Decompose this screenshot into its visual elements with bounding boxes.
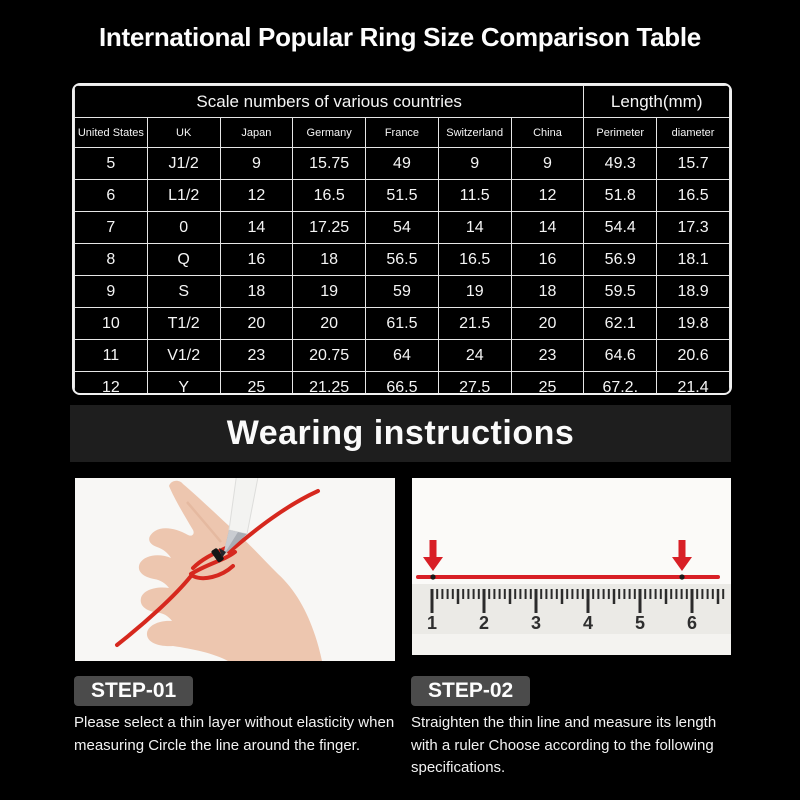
- ring-size-table: [72, 83, 732, 395]
- table-cell: T1/2: [147, 308, 220, 340]
- column-header: Switzerland: [438, 118, 511, 148]
- table-cell: 15.75: [293, 148, 366, 180]
- table-row: [75, 308, 730, 340]
- table-cell: 49: [366, 148, 439, 180]
- table-cell: 20: [293, 308, 366, 340]
- table-cell: 64: [366, 340, 439, 372]
- table-cell: 21.4: [657, 372, 730, 396]
- table-cell: 56.9: [584, 244, 657, 276]
- table-cell: 67.2.: [584, 372, 657, 396]
- ruler-illustration: [412, 478, 731, 655]
- svg-text:4: 4: [582, 613, 594, 633]
- svg-text:5: 5: [634, 613, 646, 633]
- table-cell: 17.3: [657, 212, 730, 244]
- table-cell: 18: [293, 244, 366, 276]
- table-cell: 12: [75, 372, 148, 396]
- column-header-row: [75, 118, 730, 148]
- comparison-table: [74, 85, 730, 395]
- table-cell: 0: [147, 212, 220, 244]
- table-cell: 51.8: [584, 180, 657, 212]
- table-cell: 21.5: [438, 308, 511, 340]
- svg-text:3: 3: [530, 613, 542, 633]
- column-header: UK: [147, 118, 220, 148]
- table-cell: 12: [220, 180, 293, 212]
- table-cell: 59: [366, 276, 439, 308]
- table-cell: L1/2: [147, 180, 220, 212]
- table-cell: 7: [75, 212, 148, 244]
- table-row: [75, 276, 730, 308]
- step-02-badge: STEP-02: [411, 676, 530, 706]
- table-row: [75, 244, 730, 276]
- step-01-text: Please select a thin layer without elasticity when measuring Circle the line around the finger.: [74, 714, 395, 754]
- table-cell: 16: [511, 244, 584, 276]
- hand-measure-illustration: [75, 478, 395, 661]
- table-cell: 49.3: [584, 148, 657, 180]
- svg-text:6: 6: [686, 613, 698, 633]
- ruler-strip-shadow: [412, 634, 731, 655]
- table-cell: 10: [75, 308, 148, 340]
- table-cell: Q: [147, 244, 220, 276]
- table-cell: 9: [220, 148, 293, 180]
- step-02-text: Straighten the thin line and measure its length with a ruler Choose according to the following specifications.: [411, 714, 717, 776]
- table-cell: 51.5: [366, 180, 439, 212]
- right-end-dot: [679, 574, 684, 579]
- table-cell: 16.5: [657, 180, 730, 212]
- table-cell: 15.7: [657, 148, 730, 180]
- ring-size-table-body: [75, 148, 730, 396]
- table-cell: 64.6: [584, 340, 657, 372]
- table-cell: 16.5: [438, 244, 511, 276]
- table-cell: 66.5: [366, 372, 439, 396]
- group-header-length: Length(mm): [584, 86, 730, 118]
- column-header: Perimeter: [584, 118, 657, 148]
- column-header: China: [511, 118, 584, 148]
- table-cell: J1/2: [147, 148, 220, 180]
- table-cell: 9: [511, 148, 584, 180]
- table-row: [75, 372, 730, 396]
- table-cell: 12: [511, 180, 584, 212]
- column-header: Japan: [220, 118, 293, 148]
- table-cell: 18: [511, 276, 584, 308]
- table-cell: 27.5: [438, 372, 511, 396]
- group-header-countries: Scale numbers of various countries: [75, 86, 584, 118]
- table-cell: 25: [511, 372, 584, 396]
- group-header-row: [75, 86, 730, 118]
- table-cell: 18: [220, 276, 293, 308]
- table-cell: 14: [220, 212, 293, 244]
- table-cell: 20.6: [657, 340, 730, 372]
- table-cell: 54: [366, 212, 439, 244]
- table-cell: 9: [75, 276, 148, 308]
- table-cell: V1/2: [147, 340, 220, 372]
- table-row: [75, 148, 730, 180]
- table-row: [75, 340, 730, 372]
- column-header: Germany: [293, 118, 366, 148]
- svg-text:2: 2: [478, 613, 490, 633]
- table-cell: 20: [511, 308, 584, 340]
- table-cell: 6: [75, 180, 148, 212]
- table-cell: 21.25: [293, 372, 366, 396]
- left-end-dot: [430, 574, 435, 579]
- table-cell: 16.5: [293, 180, 366, 212]
- table-cell: 17.25: [293, 212, 366, 244]
- table-cell: 59.5: [584, 276, 657, 308]
- table-cell: 61.5: [366, 308, 439, 340]
- step-01-badge: STEP-01: [74, 676, 193, 706]
- table-cell: 19.8: [657, 308, 730, 340]
- table-cell: 19: [438, 276, 511, 308]
- section-banner: Wearing instructions: [70, 405, 731, 462]
- table-cell: 54.4: [584, 212, 657, 244]
- table-cell: 23: [220, 340, 293, 372]
- table-cell: Y: [147, 372, 220, 396]
- column-header: diameter: [657, 118, 730, 148]
- table-cell: 19: [293, 276, 366, 308]
- table-row: [75, 212, 730, 244]
- table-cell: 24: [438, 340, 511, 372]
- table-cell: S: [147, 276, 220, 308]
- table-cell: 11.5: [438, 180, 511, 212]
- table-cell: 20: [220, 308, 293, 340]
- table-cell: 56.5: [366, 244, 439, 276]
- hand-illustration-svg: [75, 478, 395, 661]
- table-row: [75, 180, 730, 212]
- table-cell: 18.9: [657, 276, 730, 308]
- column-header: United States: [75, 118, 148, 148]
- table-cell: 20.75: [293, 340, 366, 372]
- table-cell: 8: [75, 244, 148, 276]
- table-cell: 25: [220, 372, 293, 396]
- page-title: International Popular Ring Size Comparison Table: [99, 22, 701, 52]
- ruler-illustration-svg: [412, 478, 731, 655]
- table-cell: 18.1: [657, 244, 730, 276]
- table-cell: 11: [75, 340, 148, 372]
- table-cell: 23: [511, 340, 584, 372]
- table-cell: 5: [75, 148, 148, 180]
- table-cell: 14: [438, 212, 511, 244]
- table-cell: 9: [438, 148, 511, 180]
- svg-text:1: 1: [426, 613, 438, 633]
- column-header: France: [366, 118, 439, 148]
- table-cell: 62.1: [584, 308, 657, 340]
- table-cell: 16: [220, 244, 293, 276]
- table-cell: 14: [511, 212, 584, 244]
